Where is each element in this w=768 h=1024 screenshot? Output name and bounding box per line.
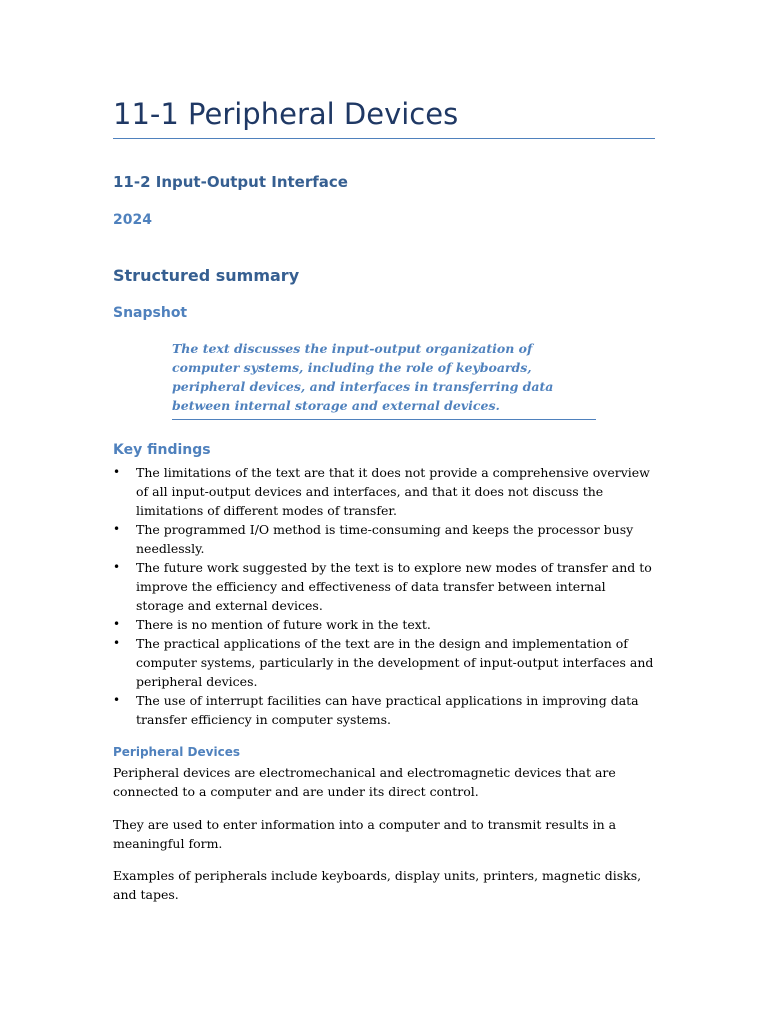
key-finding-item bbox=[113, 463, 655, 520]
peripheral-devices-heading: Peripheral Devices bbox=[113, 745, 240, 759]
key-finding-text: The programmed I/O method is time-consuming and keeps the processor busy needlessly. bbox=[136, 522, 634, 556]
bullet-icon: • bbox=[113, 522, 121, 536]
bullet-icon: • bbox=[113, 617, 121, 631]
key-finding-item bbox=[113, 558, 655, 615]
document-title: 11-1 Peripheral Devices bbox=[113, 94, 655, 139]
key-finding-text: There is no mention of future work in the text. bbox=[136, 617, 431, 632]
document-subtitle: 11-2 Input-Output Interface bbox=[113, 173, 348, 191]
key-findings-list bbox=[113, 463, 655, 729]
bullet-icon: • bbox=[113, 636, 121, 650]
key-finding-item bbox=[113, 615, 655, 634]
key-finding-item bbox=[113, 520, 655, 558]
structured-summary-heading: Structured summary bbox=[113, 266, 300, 285]
snapshot-quote: The text discusses the input-output organization of computer systems, including the role of keyboards, peripheral devices, and interfaces in transferring data between internal storage and external devices. bbox=[172, 339, 596, 420]
key-finding-item bbox=[113, 634, 655, 691]
key-finding-text: The use of interrupt facilities can have practical applications in improving data transfer efficiency in computer systems. bbox=[136, 693, 639, 727]
key-finding-text: The limitations of the text are that it does not provide a comprehensive overview of all input-output devices and interfaces, and that it does not discuss the limitations of different modes of transfer. bbox=[136, 465, 650, 518]
bullet-icon: • bbox=[113, 560, 121, 574]
key-findings-heading: Key findings bbox=[113, 442, 211, 458]
snapshot-heading: Snapshot bbox=[113, 305, 188, 321]
key-finding-text: The practical applications of the text are in the design and implementation of computer systems, particularly in the development of input-output interfaces and peripheral devices. bbox=[136, 636, 654, 689]
body-paragraph: Peripheral devices are electromechanical and electromagnetic devices that are connected to a computer and are under its direct control. bbox=[113, 765, 616, 799]
bullet-icon: • bbox=[113, 465, 121, 479]
document-year: 2024 bbox=[113, 212, 152, 228]
key-finding-item bbox=[113, 691, 655, 729]
body-paragraph: They are used to enter information into a computer and to transmit results in a meaningful form. bbox=[113, 817, 617, 851]
key-finding-text: The future work suggested by the text is to explore new modes of transfer and to improve the efficiency and effectiveness of data transfer between internal storage and external devices. bbox=[136, 560, 652, 613]
bullet-icon: • bbox=[113, 693, 121, 707]
body-paragraph: Examples of peripherals include keyboards, display units, printers, magnetic disks, and tapes. bbox=[113, 868, 642, 902]
